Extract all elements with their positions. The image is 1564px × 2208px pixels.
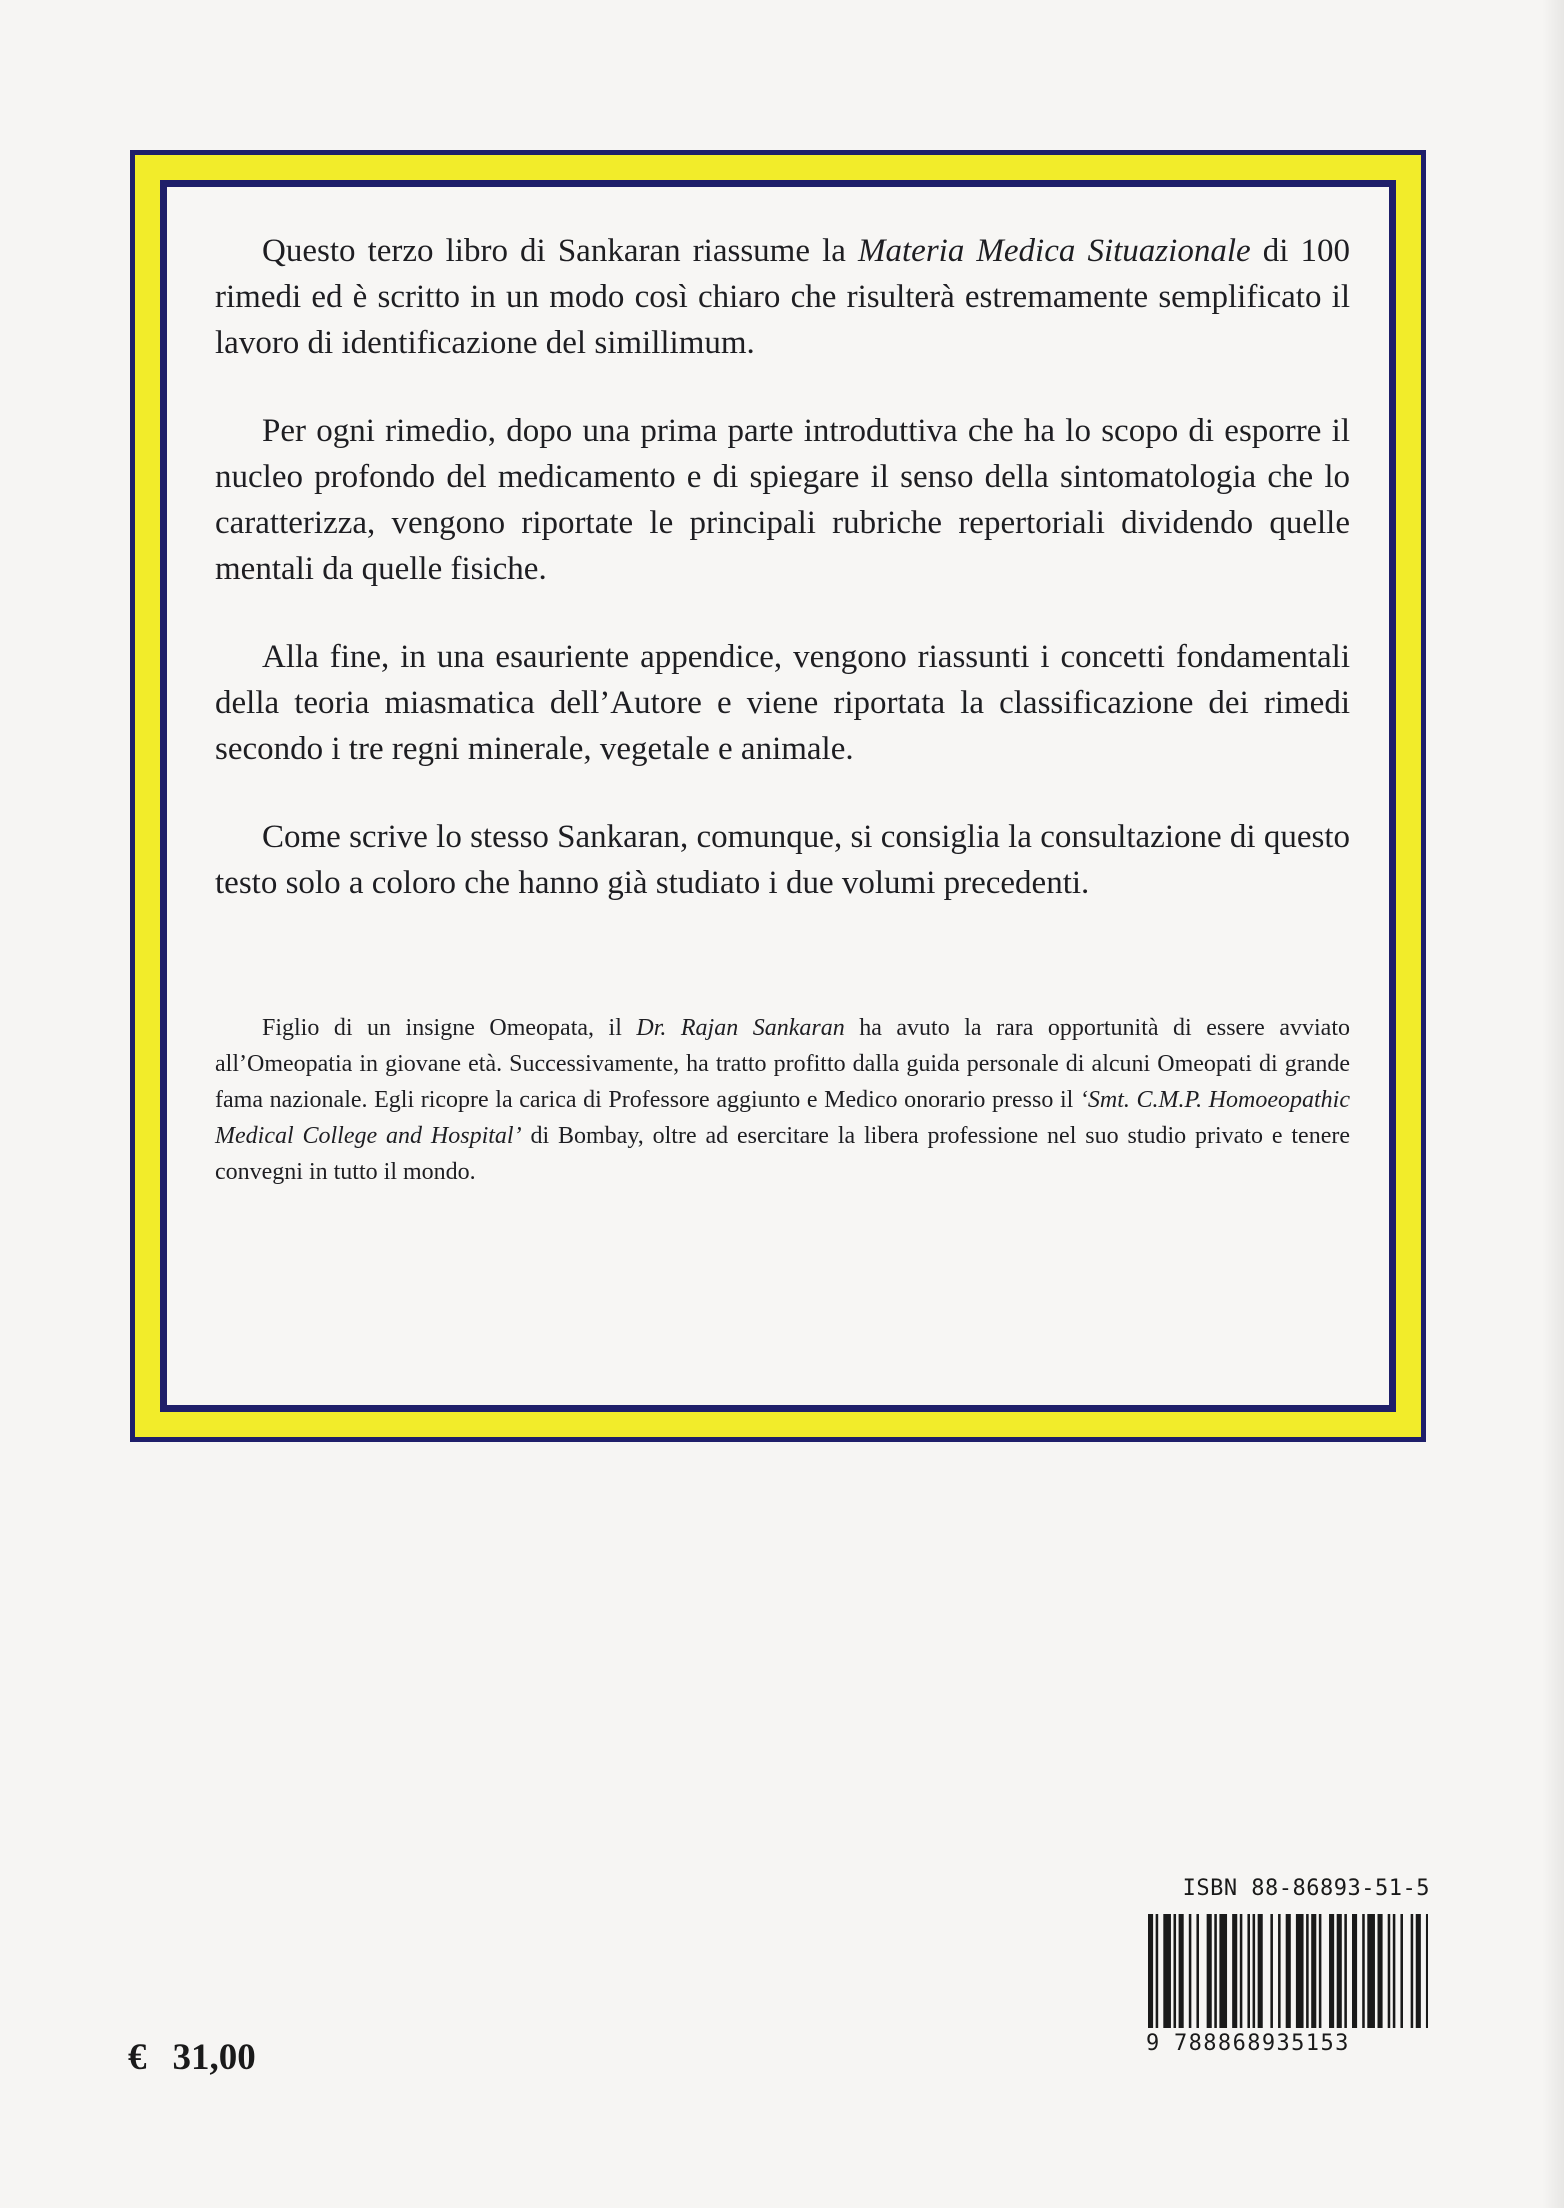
barcode-bar	[1344, 1914, 1347, 2028]
barcode-bar	[1207, 1914, 1212, 2028]
barcode-block	[1146, 1874, 1430, 2058]
page-edge-shadow	[1542, 0, 1564, 2208]
barcode-bar	[1426, 1914, 1428, 2028]
paragraph-advice: Come scrive lo stesso Sankaran, comunque, si consiglia la consultazione di questo testo solo a coloro che hanno già studiato i due volumi precedenti.	[215, 819, 1350, 901]
barcode-bar	[1306, 1914, 1309, 2028]
book-title-reference: Materia Medica Situazionale	[858, 233, 1251, 269]
barcode-bar	[1163, 1914, 1171, 2028]
barcode-bar	[1319, 1914, 1322, 2028]
barcode-bar	[1258, 1914, 1263, 2028]
institution-name: ‘Smt. C.M.P. Homoeopathic Medical College and Hospital’	[215, 1087, 1350, 1149]
barcode-bar	[1240, 1914, 1243, 2028]
barcode-bar	[1156, 1914, 1159, 2028]
barcode-bar	[1400, 1914, 1403, 2028]
isbn-label: ISBN 88-86893-51-5	[1182, 1876, 1430, 1901]
back-cover-text	[215, 228, 1350, 1190]
author-bio	[215, 1010, 1350, 1190]
barcode-bar	[1286, 1914, 1291, 2028]
author-name: Dr. Rajan Sankaran	[636, 1015, 845, 1041]
barcode-number	[1146, 2030, 1430, 2058]
barcode-bar	[1196, 1914, 1199, 2028]
barcode-digits: 788868935153	[1174, 2031, 1350, 2056]
barcode-bar	[1219, 1914, 1227, 2028]
price-amount: 31,00	[172, 2037, 256, 2078]
barcode-bar	[1189, 1914, 1192, 2028]
barcode-bars	[1146, 1914, 1430, 2028]
barcode-bar	[1148, 1914, 1153, 2028]
paragraph-structure: Per ogni rimedio, dopo una prima parte introduttiva che ha lo scopo di esporre il nucleo profondo del medicamento e di spiegare il senso della sintomatologia che lo caratterizza, vengono riportate le principali rubriche repertoriali dividendo quelle mentali da quelle fisiche.	[215, 413, 1350, 587]
paragraph-intro-text-end: di 100 rimedi ed è scritto in un modo così chiaro che risulterà estremamente semplificato il lavoro di identificazione del simillimum.	[215, 233, 1350, 361]
barcode-bar	[1179, 1914, 1184, 2028]
barcode-bar	[1362, 1914, 1365, 2028]
barcode-bar	[1253, 1914, 1256, 2028]
barcode-bar	[1388, 1914, 1391, 2028]
author-bio-text: Figlio di un insigne Omeopata, il	[262, 1015, 637, 1041]
barcode-bar	[1247, 1914, 1250, 2028]
barcode-bar	[1174, 1914, 1177, 2028]
barcode-bar	[1232, 1914, 1237, 2028]
barcode-bar	[1352, 1914, 1357, 2028]
barcode-bar	[1270, 1914, 1273, 2028]
price-tag	[128, 2036, 256, 2079]
barcode-bar	[1214, 1914, 1217, 2028]
currency-symbol: €	[128, 2037, 147, 2078]
paragraph-appendix: Alla fine, in una esauriente appendice, vengono riassunti i concetti fondamentali della teoria miasmatica dell’Autore e viene riportata la classificazione dei rimedi secondo i tre regni minerale, vegetale e animale.	[215, 639, 1350, 767]
barcode-bar	[1378, 1914, 1383, 2028]
barcode-bar	[1416, 1914, 1421, 2028]
barcode-bar	[1311, 1914, 1316, 2028]
author-bio-text-end: di Bombay, oltre ad esercitare la libera professione nel suo studio privato e tenere convegni in tutto il mondo.	[215, 1123, 1350, 1185]
barcode-bar	[1393, 1914, 1396, 2028]
paragraph-intro-text: Questo terzo libro di Sankaran riassume la	[262, 233, 859, 269]
author-bio-text-mid: ha avuto la rara opportunità di essere avviato all’Omeopatia in giovane età. Successivamente, ha tratto profitto dalla guida personale di alcuni Omeopati di grande fama nazionale. Egli ricopre la carica di Professore aggiunto e Medico onorario presso il	[215, 1015, 1350, 1113]
barcode-bar	[1367, 1914, 1375, 2028]
paragraph-intro	[215, 228, 1350, 366]
barcode-bar	[1278, 1914, 1281, 2028]
barcode-bar	[1329, 1914, 1334, 2028]
barcode-bar	[1411, 1914, 1414, 2028]
barcode-first-digit: 9	[1146, 2031, 1160, 2056]
barcode-bar	[1296, 1914, 1304, 2028]
barcode-bar	[1337, 1914, 1342, 2028]
